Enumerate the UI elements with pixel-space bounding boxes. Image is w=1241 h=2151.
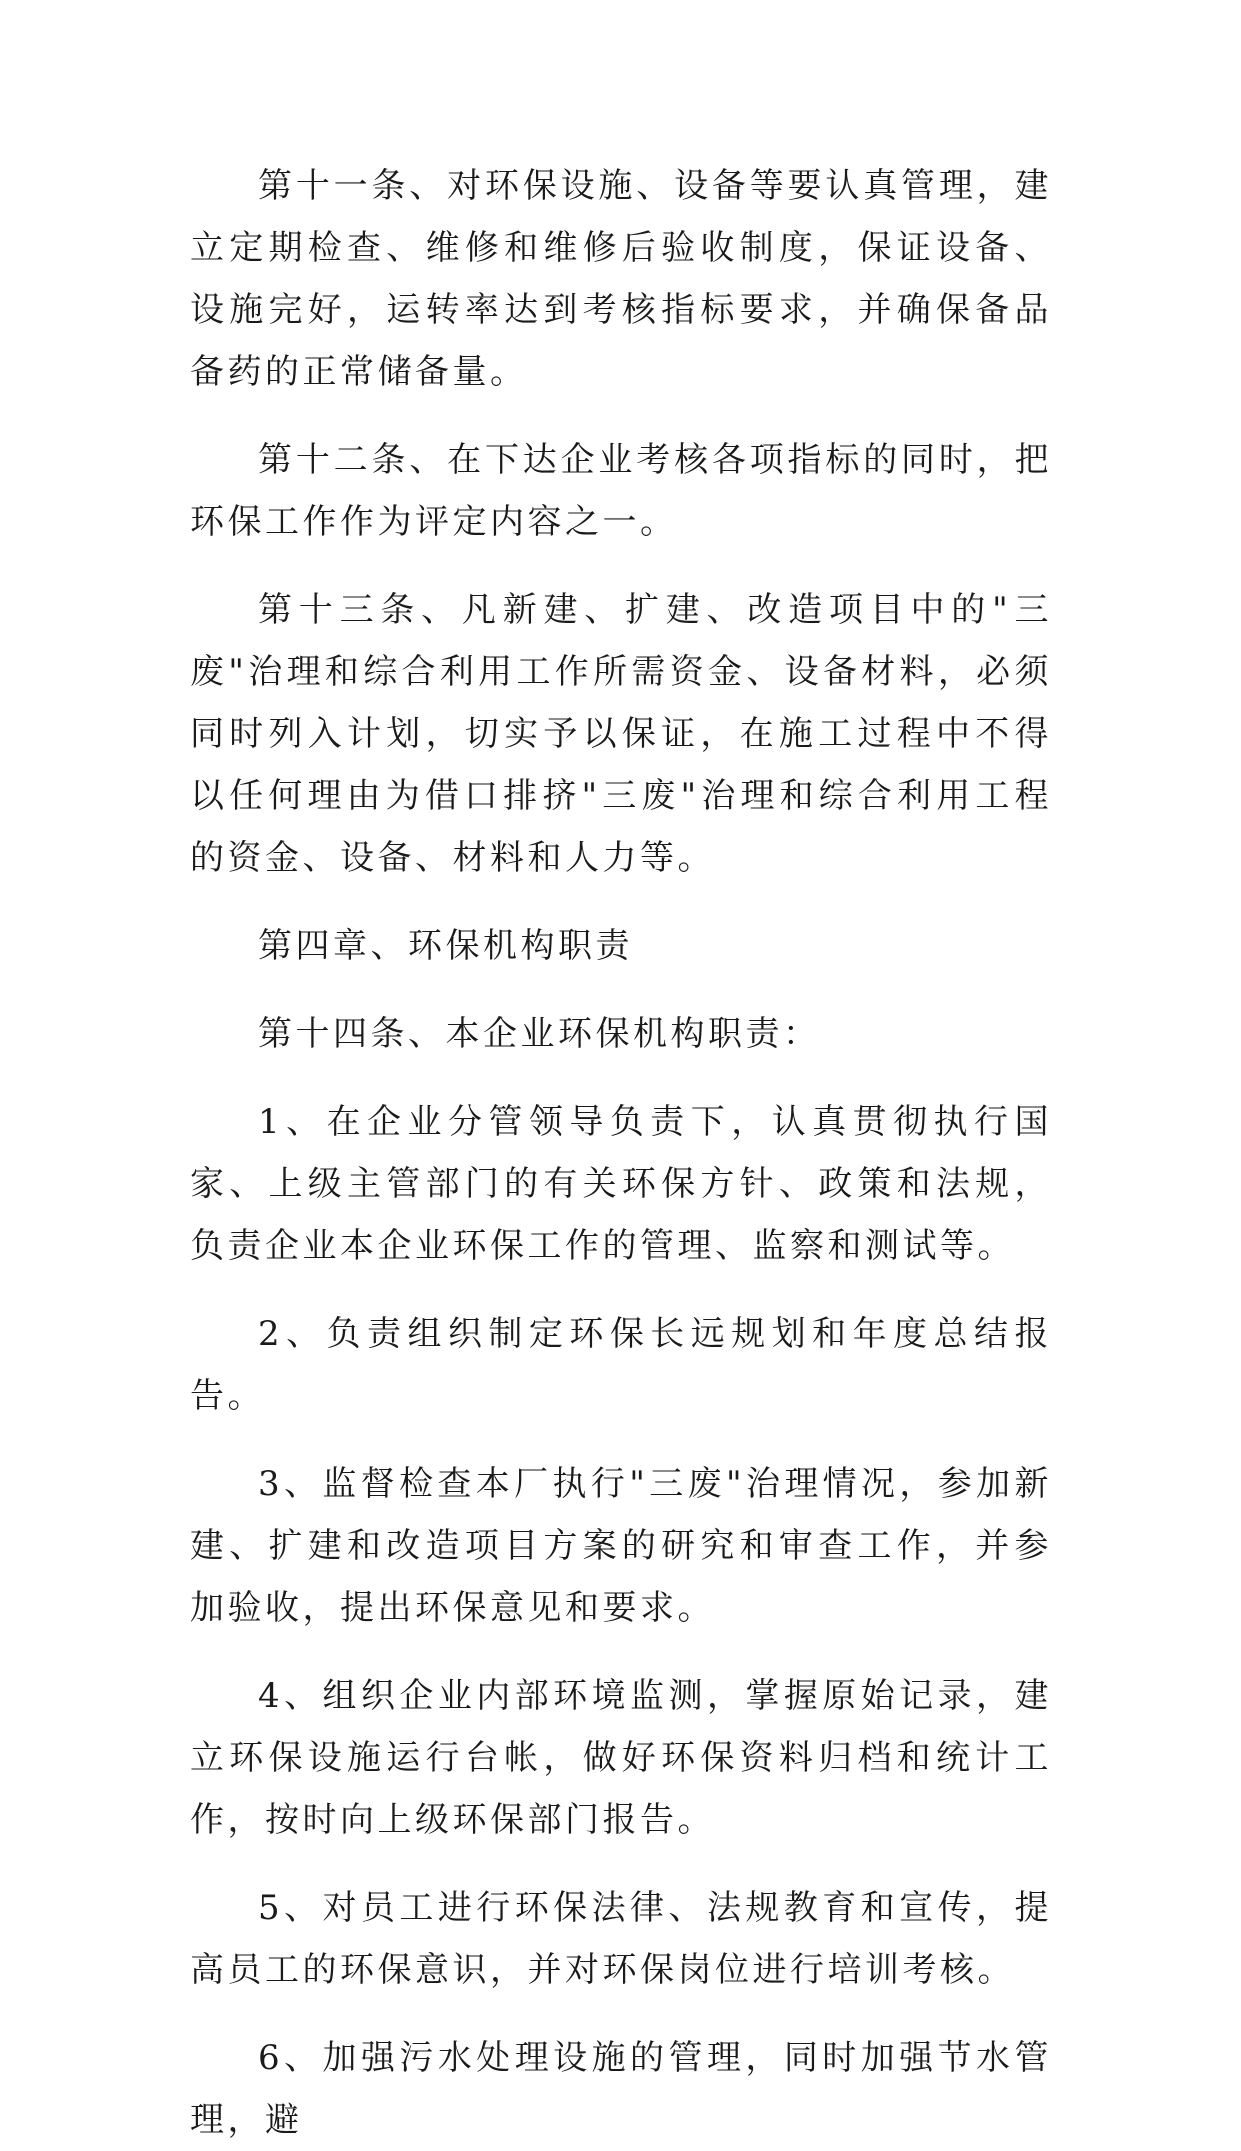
list-item-4: 4、组织企业内部环境监测，掌握原始记录，建立环保设施运行台帐，做好环保资料归档和统计工作，按时向上级环保部门报告。 bbox=[190, 1676, 1052, 1840]
paragraph-article-14: 第十四条、本企业环保机构职责： bbox=[258, 1014, 821, 1054]
paragraph-article-11: 第十一条、对环保设施、设备等要认真管理，建立定期检查、维修和维修后验收制度，保证设备、设施完好，运转率达到考核指标要求，并确保备品备药的正常储备量。 bbox=[190, 166, 1052, 392]
paragraph-article-12: 第十二条、在下达企业考核各项指标的同时，把环保工作作为评定内容之一。 bbox=[190, 440, 1052, 542]
paragraph-article-13: 第十三条、凡新建、扩建、改造项目中的"三废"治理和综合利用工作所需资金、设备材料，必须同时列入计划，切实予以保证，在施工过程中不得以任何理由为借口排挤"三废"治理和综合利用工程的资金、设备、材料和人力等。 bbox=[190, 590, 1052, 878]
list-item-1: 1、在企业分管领导负责下，认真贯彻执行国家、上级主管部门的有关环保方针、政策和法规，负责企业本企业环保工作的管理、监察和测试等。 bbox=[190, 1102, 1052, 1266]
list-item-6: 6、加强污水处理设施的管理，同时加强节水管理，避 bbox=[190, 2038, 1052, 2140]
list-item-3: 3、监督检查本厂执行"三废"治理情况，参加新建、扩建和改造项目方案的研究和审查工作，并参加验收，提出环保意见和要求。 bbox=[190, 1464, 1052, 1628]
document-body bbox=[190, 155, 1052, 2151]
list-item-5: 5、对员工进行环保法律、法规教育和宣传，提高员工的环保意识，并对环保岗位进行培训考核。 bbox=[190, 1888, 1052, 1990]
list-item-2: 2、负责组织制定环保长远规划和年度总结报告。 bbox=[190, 1314, 1052, 1416]
chapter-heading: 第四章、环保机构职责 bbox=[258, 926, 633, 966]
